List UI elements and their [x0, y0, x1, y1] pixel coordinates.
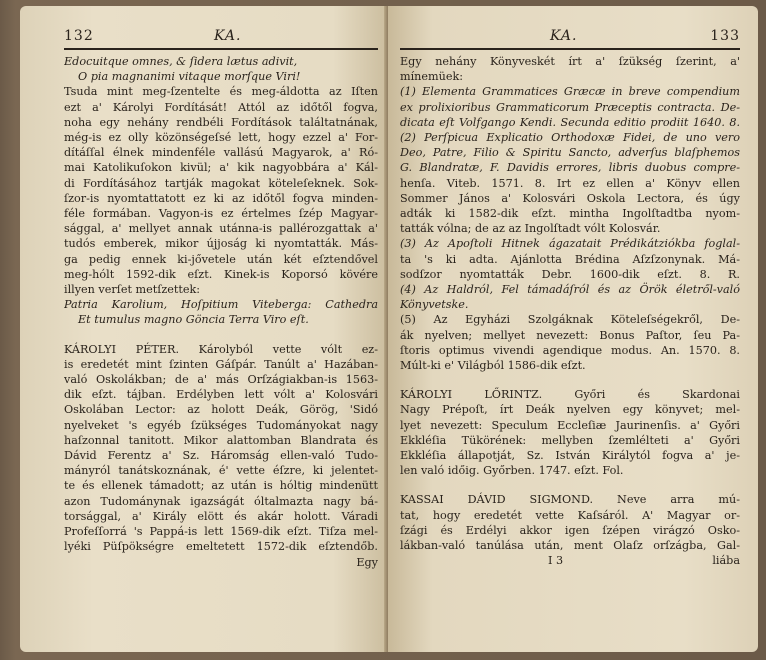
text-line: is eredetét mint ſzinten Gáſpár. Tanúlt a' Hazában- — [64, 357, 378, 371]
text-line: adták ki 1582-dik eſzt. mintha Ingolſtadtba nyom- — [400, 207, 740, 221]
left-catchword: Egy — [356, 555, 378, 569]
text-line: Edocuitque omnes, & ſidera lætus adivit, — [64, 55, 298, 68]
text-line: tatták vólna; de az az Ingolſtadt vólt Kolosvár. — [400, 222, 661, 236]
text-line: ezt a' Károlyi Fordítását! Attól az időtől fogva, — [64, 100, 378, 114]
signature-row — [400, 553, 740, 568]
paragraph-gap — [64, 328, 378, 342]
signature-mark: I 3 — [548, 554, 564, 568]
text-line: (5) Az Egyházi Szolgáknak Köteleſségekről, De- — [400, 313, 740, 327]
text-line: Patria Karolium, Hoſpitium Viteberga: Cathedra — [64, 298, 378, 312]
text-line: azon Tudománynak igazságát óltalmazta nagy bá- — [64, 494, 378, 508]
text-line: ſzági és Erdélyi akkor igen ſzépen virágzó Osko- — [400, 523, 740, 537]
left-running-head: KA. — [214, 28, 242, 44]
text-line: sággal, a' mellyet annak utánna-is pallérozgattak a' — [64, 222, 378, 236]
left-header-rule — [64, 48, 378, 50]
text-line: dítáſſal élnek mindenféle vallású Magyarok, a' Ró- — [64, 146, 378, 160]
text-line: ſzor-is nyomtattatott ez ki az időtől fogva minden- — [64, 191, 378, 205]
text-line: Deo, Patre, Filio & Spiritu Sancto, adverſus blaſphemos — [400, 146, 740, 160]
text-line: di Fordításához tartják magokat köteleſeknek. Sok- — [64, 176, 378, 190]
text-line: (4) Az Haldról, Fel támadáſról és az Örök életről-való — [400, 283, 740, 297]
text-line: való Oskolákban; de a' más Orſzágiakban-is 1563- — [64, 373, 378, 387]
text-line: még-is ez olly közönségeſsé lett, hogy ezzel a' For- — [64, 131, 378, 145]
right-page — [388, 6, 758, 652]
text-line: (2) Perſpicua Explicatio Orthodoxæ Fidei, de uno vero — [400, 131, 740, 145]
text-line: haſzonnal tanitott. Mikor alattomban Blandrata és — [64, 433, 378, 447]
right-header-rule — [400, 48, 740, 50]
text-line: Profeſſorrá 's Pappá-is lett 1569-dik eſzt. Tiſza mel- — [64, 525, 378, 539]
text-line: mai Katolikuſokon kivül; a' kik nagyobbára a' Kál- — [64, 161, 378, 175]
text-line: ga pedig ennek ki-jővetele után két eſztendővel — [64, 252, 378, 266]
text-line: Et tumulus magno Göncia Terra Viro eſt. — [78, 313, 309, 327]
text-line: KASSAI DÁVID SIGMOND. Neve arra mú- — [400, 493, 740, 507]
text-line: Egy nehány Könyveskét írt a' ſzükség ſzerint, a' — [400, 55, 740, 68]
text-line: Nagy Prépoſt, írt Deák nyelven egy könyvet; mel- — [400, 403, 740, 417]
right-page-text — [400, 54, 740, 553]
text-line: mínemüek: — [400, 70, 463, 84]
right-page-number: 133 — [710, 28, 740, 44]
left-page — [20, 6, 388, 652]
text-line: KÁROLYI PÉTER. Károlyból vette vólt ez- — [64, 342, 378, 356]
text-line: illyen verſet metſzettek: — [64, 283, 201, 297]
text-line: Dávid Ferentz a' Sz. Háromság ellen-való Tudo- — [64, 449, 378, 463]
text-line: féle formában. Vagyon-is ez értelmes ſzép Magyar- — [64, 207, 378, 221]
text-line: Tsuda mint meg-ſzentelte és meg-áldotta az Iſten — [64, 85, 378, 99]
text-line: (3) Az Apoſtoli Hitnek ágazatait Prédikátziókba foglal- — [400, 237, 740, 251]
text-line: O pia magnanimi vitaque morſque Viri! — [78, 70, 301, 84]
text-line: Oskolában Lector: az holott Deák, Görög, 'Sidó — [64, 403, 378, 417]
text-line: mányról tanátskoznának, é' vette éſzre, ki jelentet- — [64, 464, 378, 478]
paragraph-gap — [400, 478, 740, 492]
text-line: Ekkléſia állapotját, Sz. István Királytól fogva a' je- — [400, 449, 740, 463]
text-line: ta 's ki adta. Ajánlotta Brédina Aſzſzonynak. Má- — [400, 252, 740, 266]
text-line: (1) Elementa Grammatices Græcæ in breve compendium — [400, 85, 740, 99]
right-running-head: KA. — [550, 28, 578, 44]
left-page-header — [64, 28, 378, 46]
text-line: Könyvetske. — [400, 298, 469, 312]
text-line: henſa. Viteb. 1571. 8. Irt ez ellen a' Könyv ellen — [400, 176, 740, 190]
text-line: tat, hogy eredetét vette Kaſsáról. A' Magyar or- — [400, 508, 740, 522]
text-line: dicata eſt Volfgango Kendi. Secunda editio prodiit 1640. 8. — [400, 115, 740, 129]
text-line: lyet nevezett: Speculum Eccleſiæ Jaurinenſis. a' Győri — [400, 418, 740, 432]
right-page-header — [400, 28, 740, 46]
text-line: lyéki Püſpökségre emeltetett 1572-dik eſztendőb. — [64, 540, 378, 554]
text-line: Sommer János a' Kolosvári Oskola Lectora, és úgy — [400, 191, 740, 205]
text-line: nyelveket 's egyéb ſzükséges Tudományokat nagy — [64, 418, 378, 432]
text-line: sodſzor nyomtatták Debr. 1600-dik eſzt. 8. R. — [400, 267, 740, 281]
text-line: dik eſzt. tájban. Erdélyben lett vólt a' Kolosvári — [64, 388, 378, 402]
text-line: noha egy nehány rendbéli Fordítások találtatnának, — [64, 115, 378, 129]
text-line: ex prolixioribus Grammaticorum Præceptis contracta. De- — [400, 100, 740, 114]
text-line: meg-hólt 1592-dik eſzt. Kinek-is Koporsó kövére — [64, 267, 378, 281]
text-line: ſtoris optimus vivendi agendique modus. An. 1570. 8. — [400, 343, 740, 357]
paragraph-gap — [400, 373, 740, 387]
text-line: G. Blandratæ, F. Davidis errores, libris duobus compre- — [400, 161, 740, 175]
text-line: len való időig. Győrben. 1747. eſzt. Fol. — [400, 464, 624, 478]
text-line: ák nyelven; mellyet nevezett: Bonus Paſtor, ſeu Pa- — [400, 328, 740, 342]
text-line: Ekkléſia Tükörének: mellyben ſzemlélteti a' Győri — [400, 433, 740, 447]
left-page-number: 132 — [64, 28, 94, 44]
right-catchword: liába — [712, 554, 740, 568]
text-line: torsággal, a' Király elött és akár holott. Váradi — [64, 509, 378, 523]
text-line: KÁROLYI LŐRINTZ. Győri és Skardonai — [400, 388, 740, 402]
text-line: te és ellenek támadott; az után is hóltig mindenütt — [64, 479, 378, 493]
text-line: lákban-való tanúlása után, ment Olaſz orſzágba, Gal- — [400, 539, 740, 553]
left-page-text — [64, 54, 378, 555]
text-line: tudós emberek, mikor újjoság ki nyomtatták. Más- — [64, 237, 378, 251]
text-line: Múlt-ki e' Világból 1586-dik eſzt. — [400, 359, 586, 373]
